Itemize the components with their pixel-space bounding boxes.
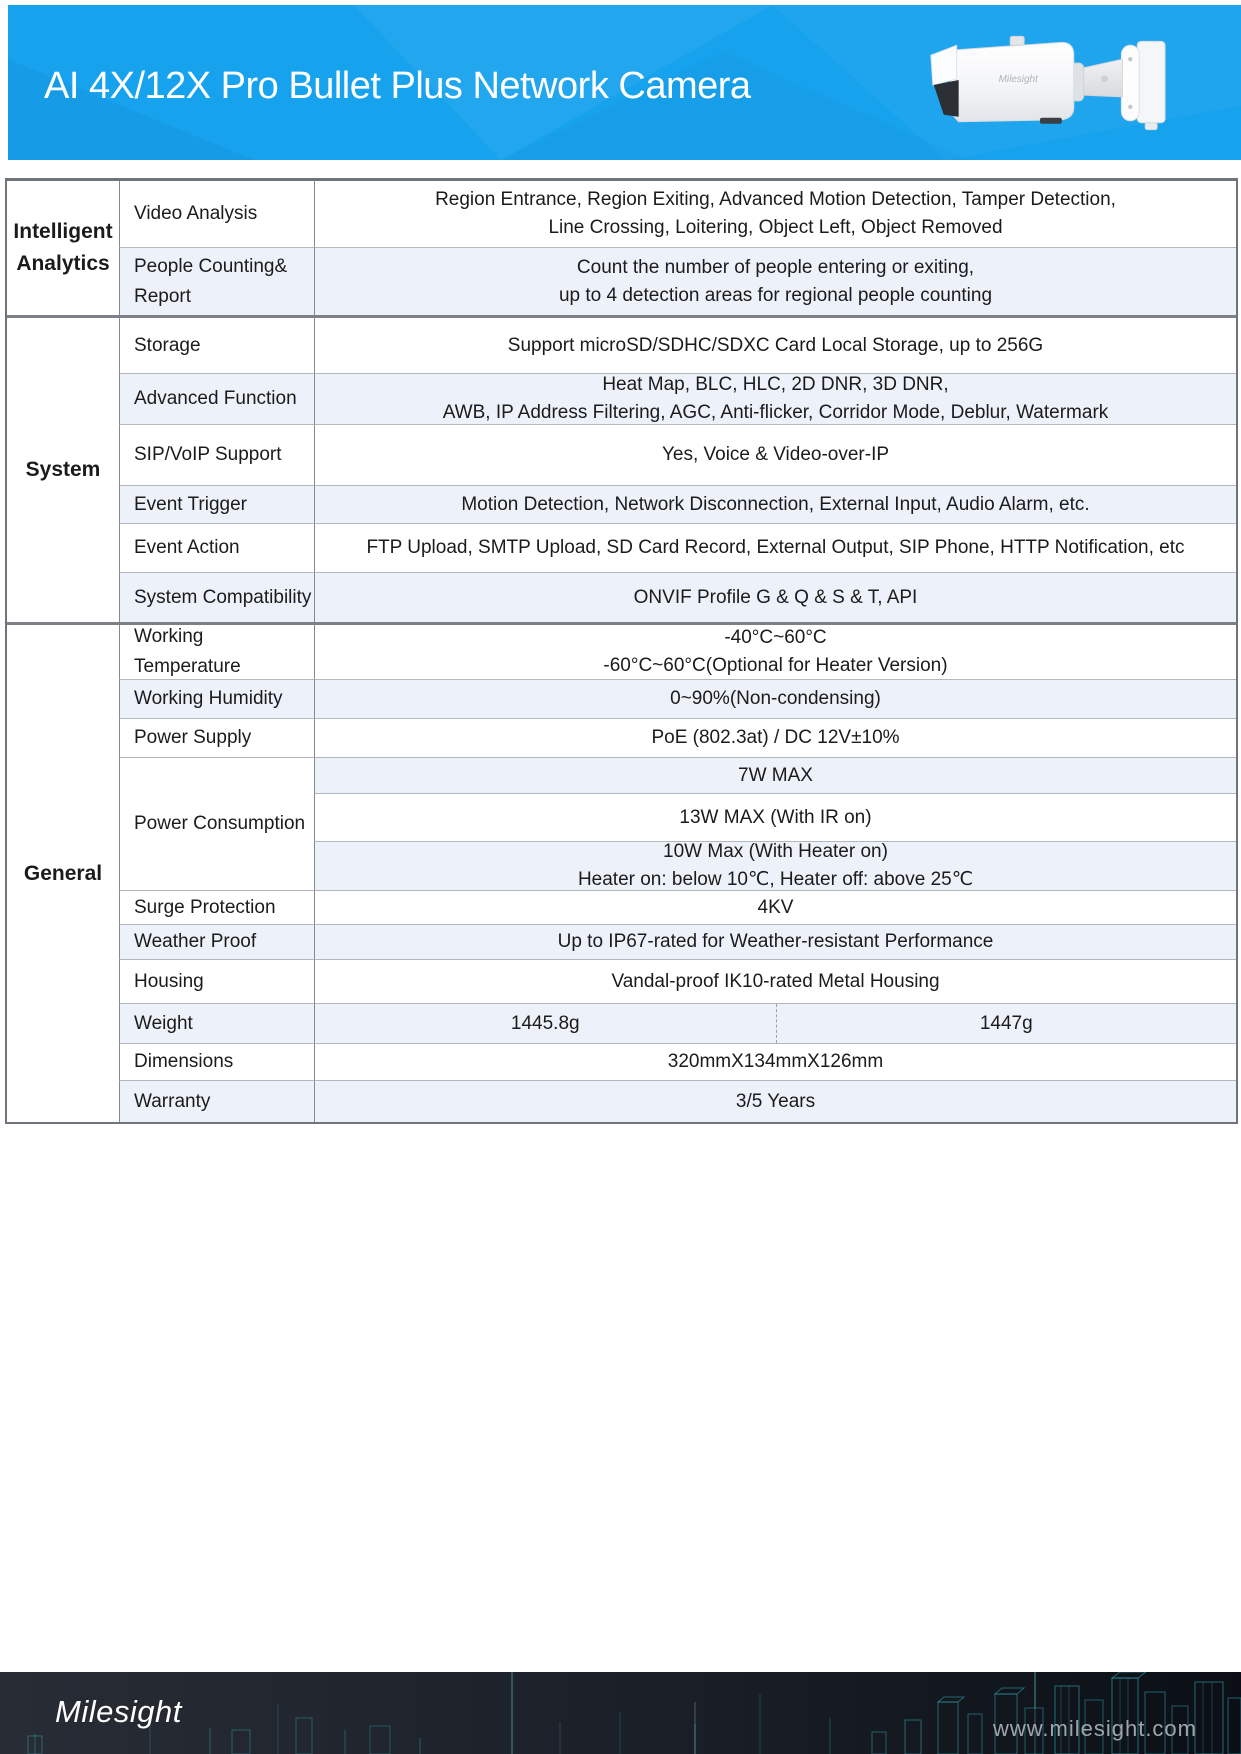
camera-lens-shadow [934,80,959,117]
spec-label-power-consumption: Power Consumption [119,757,314,890]
spec-value-sip-voip: Yes, Voice & Video-over-IP [314,424,1236,485]
spec-label-warranty: Warranty [119,1080,314,1122]
category-line: General [23,861,103,885]
camera-top-knob [1010,36,1024,45]
spec-label-working-humidity: Working Humidity [119,679,314,718]
weight-value-right: 1447g [776,1004,1237,1043]
spec-value-surge-protection: 4KV [314,890,1236,924]
spec-table [5,178,1238,1124]
spec-label-event-trigger: Event Trigger [119,485,314,523]
spec-value-system-compatibility: ONVIF Profile G & Q & S & T, API [314,572,1236,622]
camera-junction-box [1137,41,1165,122]
spec-value-advanced-function: Heat Map, BLC, HLC, 2D DNR, 3D DNR, AWB, IP Address Filtering, AGC, Anti-flicker, Corridor Mode, Deblur, Watermark [314,373,1236,424]
spec-label-people-counting: People Counting& Report [119,247,314,315]
spec-label-advanced-function: Advanced Function [119,373,314,424]
category-line: System [25,458,101,481]
spec-value-video-analysis: Region Entrance, Region Exiting, Advanced Motion Detection, Tamper Detection, Line Crossing, Loitering, Object Left, Object Removed [314,181,1236,247]
spec-value-power-supply: PoE (802.3at) / DC 12V±10% [314,718,1236,757]
camera-sunshield [931,45,957,85]
spec-label-working-temperature: Working Temperature [119,625,314,679]
spec-value-event-action: FTP Upload, SMTP Upload, SD Card Record, External Output, SIP Phone, HTTP Notification, etc [314,523,1236,572]
page-title: AI 4X/12X Pro Bullet Plus Network Camera [44,65,751,107]
spec-value-power-consumption-base: 7W MAX [314,757,1236,793]
spec-label-storage: Storage [119,318,314,373]
spec-value-working-humidity: 0~90%(Non-condensing) [314,679,1236,718]
category-line: Intelligent [13,220,113,243]
spec-value-power-consumption-ir: 13W MAX (With IR on) [314,793,1236,841]
category-label [7,625,119,1122]
camera-brand-text: Milesight [998,74,1038,86]
section-intelligent-analytics [7,181,1236,315]
spec-value-warranty: 3/5 Years [314,1080,1236,1122]
spec-value-dimensions: 320mmX134mmX126mm [314,1043,1236,1080]
weight-value-left: 1445.8g [510,1012,580,1034]
bullet-camera-illustration [913,33,1171,137]
spec-value-storage: Support microSD/SDHC/SDXC Card Local Storage, up to 256G [314,318,1236,373]
spec-label-surge-protection: Surge Protection [119,890,314,924]
header-banner [8,5,1241,160]
spec-value-power-consumption-heater: 10W Max (With Heater on) Heater on: below 10℃, Heater off: above 25℃ [314,841,1236,890]
spec-label-power-supply: Power Supply [119,718,314,757]
spec-label-weight: Weight [119,1003,314,1043]
category-label [7,318,119,622]
camera-product-image [913,33,1171,137]
spec-label-weather-proof: Weather Proof [119,924,314,959]
category-label [7,181,119,315]
spec-value-working-temperature: -40°C~60°C -60°C~60°C(Optional for Heater Version) [314,625,1236,679]
spec-label-sip-voip: SIP/VoIP Support [119,424,314,485]
camera-mount-plate [1121,45,1139,120]
section-system [7,315,1236,622]
spec-value-housing: Vandal-proof IK10-rated Metal Housing [314,959,1236,1003]
spec-value-weather-proof: Up to IP67-rated for Weather-resistant Performance [314,924,1236,959]
camera-arm [1078,59,1123,97]
spec-value-event-trigger: Motion Detection, Network Disconnection, External Input, Audio Alarm, etc. [314,485,1236,523]
footer-band [0,1672,1241,1754]
spec-value-people-counting: Count the number of people entering or exiting, up to 4 detection areas for regional people counting [314,247,1236,315]
section-general [7,622,1236,1122]
website-link[interactable]: www.milesight.com [992,1716,1197,1741]
spec-label-dimensions: Dimensions [119,1043,314,1080]
spec-label-housing: Housing [119,959,314,1003]
milesight-logo: Milesight [55,1694,182,1729]
spec-label-video-analysis: Video Analysis [119,181,314,247]
spec-label-event-action: Event Action [119,523,314,572]
spec-value-weight [314,1003,1236,1043]
spec-label-system-compatibility: System Compatibility [119,572,314,622]
camera-foot [1040,118,1062,124]
category-line: Analytics [16,252,110,275]
